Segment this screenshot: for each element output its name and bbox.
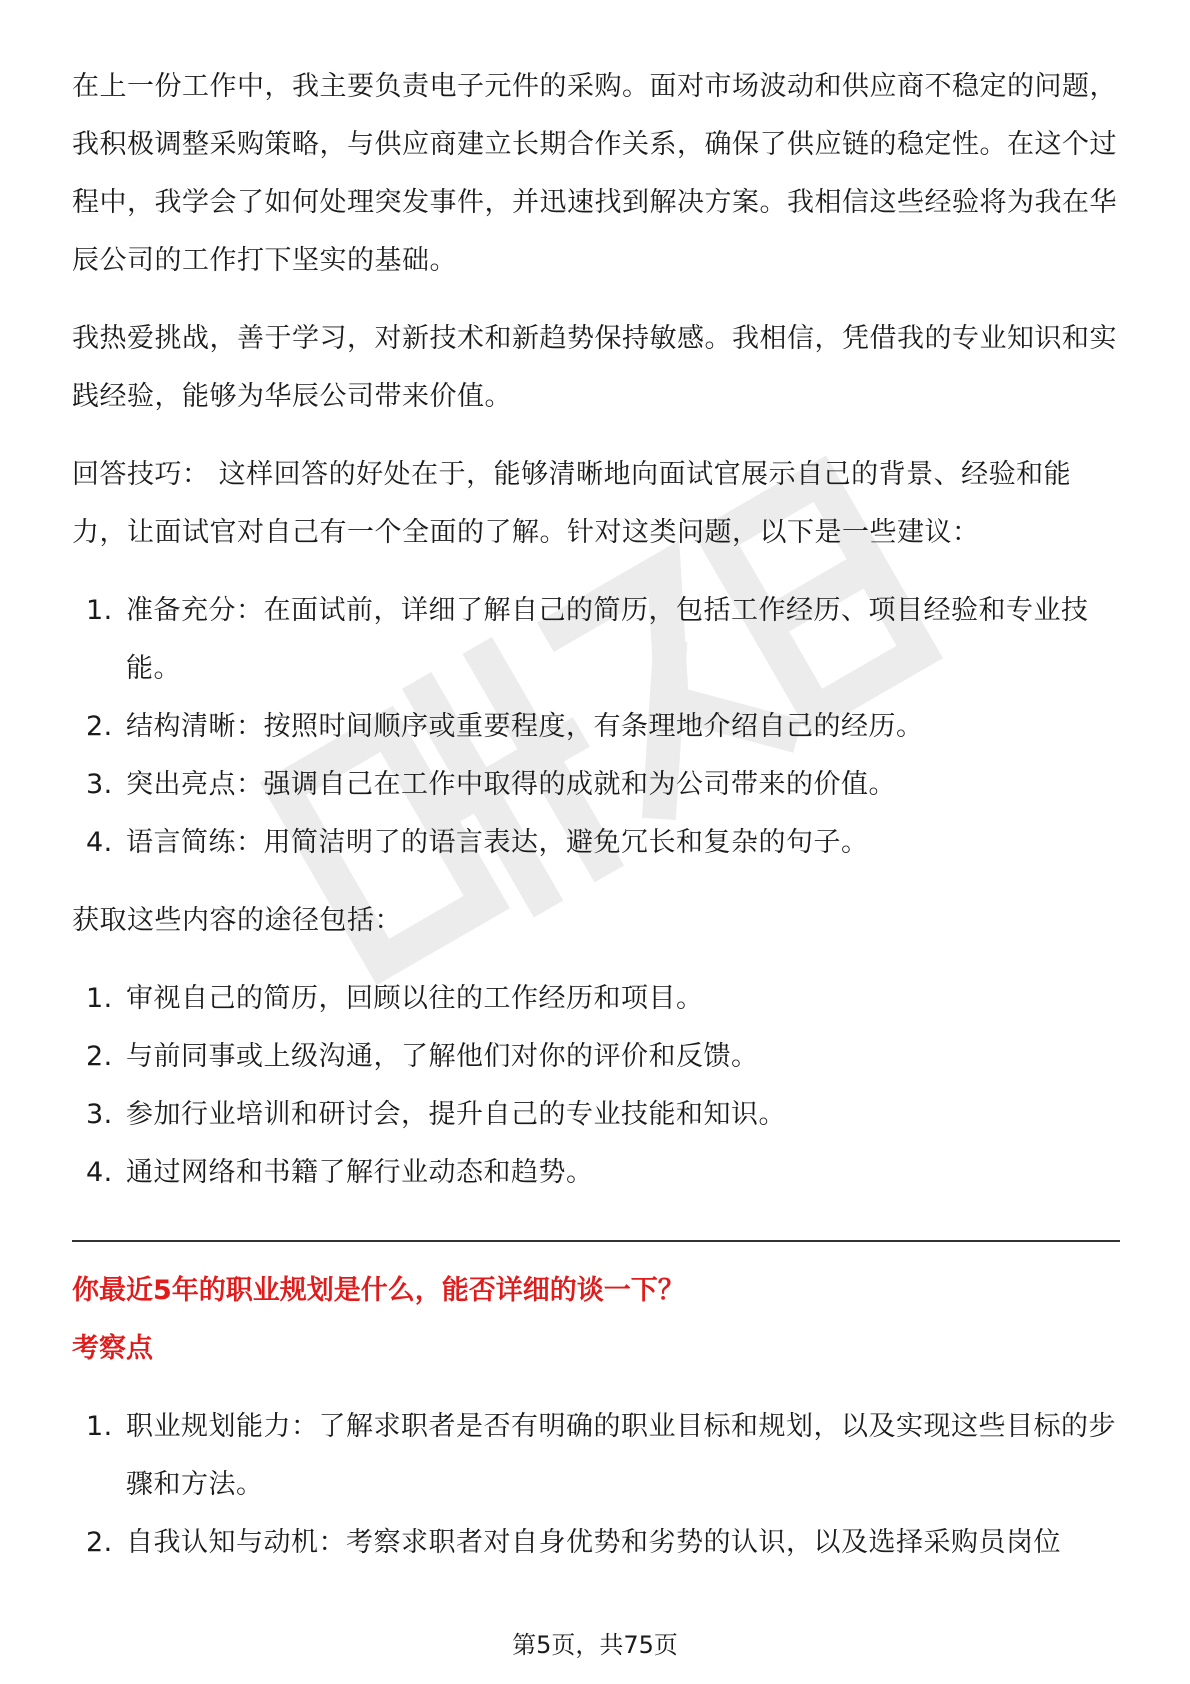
page-footer: 第5页，共75页 [512,1631,678,1659]
list-number: 1. [86,1411,113,1442]
list-item-text: 审视自己的简历，回顾以往的工作经历和项目。 [126,983,704,1014]
page-content [72,58,1120,1592]
intro-paragraph-1: 在上一份工作中，我主要负责电子元件的采购。面对市场波动和供应商不稳定的问题，我积极调整采购策略，与供应商建立长期合作关系，确保了供应链的稳定性。在这个过程中，我学会了如何处理突发事件，并迅速找到解决方案。我相信这些经验将为我在华辰公司的工作打下坚实的基础。 [72,71,1117,276]
list-item-text: 语言简练：用简洁明了的语言表达，避免冗长和复杂的句子。 [126,827,869,858]
list-item [72,1028,1120,1086]
list-number: 3. [86,1099,113,1130]
list-item-text: 参加行业培训和研讨会，提升自己的专业技能和知识。 [126,1099,786,1130]
list-item [72,970,1120,1028]
list-number: 4. [86,827,113,858]
tips-list [72,582,1120,872]
list-number: 2. [86,711,113,742]
question-heading: 你最近5年的职业规划是什么，能否详细的谈一下？ [72,1275,685,1306]
list-number: 4. [86,1157,113,1188]
list-number: 3. [86,769,113,800]
list-number: 1. [86,595,113,626]
list-item [72,698,1120,756]
list-item-text: 职业规划能力：了解求职者是否有明确的职业目标和规划，以及实现这些目标的步骤和方法。 [126,1411,1116,1500]
list-item [72,814,1120,872]
list-item-text: 自我认知与动机：考察求职者对自身优势和劣势的认识，以及选择采购员岗位 [126,1527,1061,1558]
intro-paragraph-2: 我热爱挑战，善于学习，对新技术和新趋势保持敏感。我相信，凭借我的专业知识和实践经验，能够为华辰公司带来价值。 [72,323,1117,412]
section-heading: 考察点 [72,1333,153,1364]
list-number: 2. [86,1527,113,1558]
answer-tips-paragraph: 回答技巧： 这样回答的好处在于，能够清晰地向面试官展示自己的背景、经验和能力，让面试官对自己有一个全面的了解。针对这类问题，以下是一些建议： [72,459,1072,548]
list-item [72,1144,1120,1202]
points-list [72,1398,1120,1572]
list-item [72,1086,1120,1144]
list-number: 1. [86,983,113,1014]
section-divider [72,1240,1120,1242]
list-item [72,582,1120,698]
list-item-text: 准备充分：在面试前，详细了解自己的简历，包括工作经历、项目经验和专业技能。 [126,595,1089,684]
list-item [72,756,1120,814]
list-item-text: 突出亮点：强调自己在工作中取得的成就和为公司带来的价值。 [126,769,896,800]
list-number: 2. [86,1041,113,1072]
sources-intro: 获取这些内容的途径包括： [72,905,402,936]
list-item-text: 通过网络和书籍了解行业动态和趋势。 [126,1157,594,1188]
list-item [72,1514,1120,1572]
list-item-text: 与前同事或上级沟通，了解他们对你的评价和反馈。 [126,1041,759,1072]
sources-list [72,970,1120,1202]
list-item [72,1398,1120,1514]
list-item-text: 结构清晰：按照时间顺序或重要程度，有条理地介绍自己的经历。 [126,711,924,742]
